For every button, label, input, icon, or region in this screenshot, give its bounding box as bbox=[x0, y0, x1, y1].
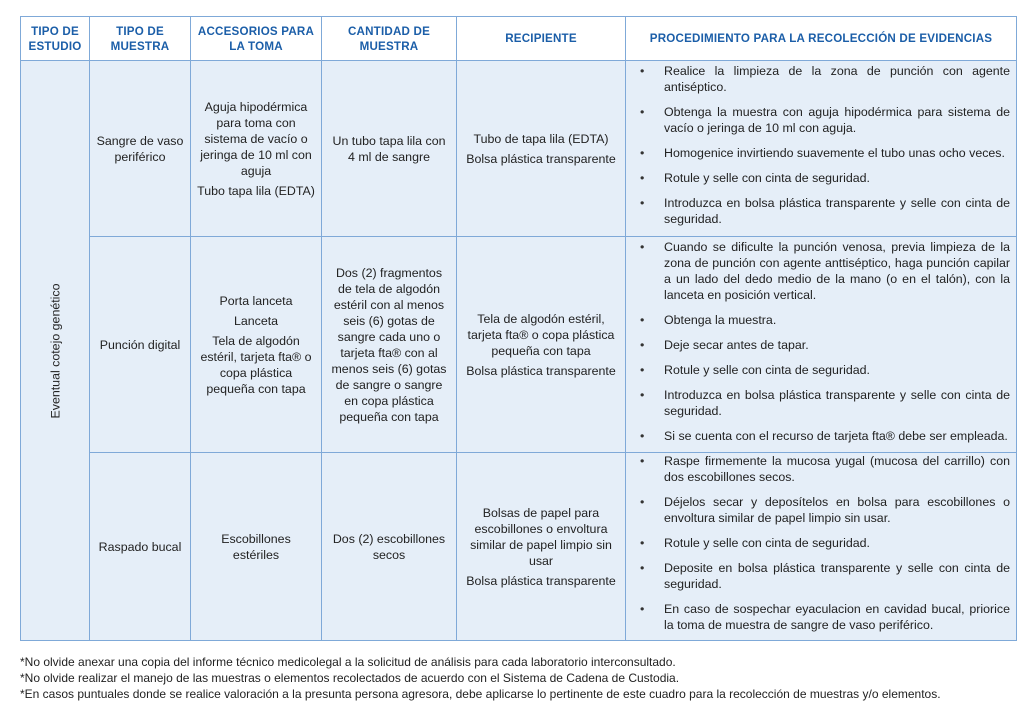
recipiente-item: Tela de algodón estéril, tarjeta fta® o copa plástica pequeña con tapa bbox=[467, 311, 615, 358]
cantidad-cell bbox=[322, 237, 457, 453]
cantidad-item: Dos (2) fragmentos de tela de algodón estéril con al menos seis (6) gotas de sangre cada uno o tarjeta fta® con al menos seis (6) gotas de sangre o sangre en copa plástica pequeña con tapa bbox=[331, 265, 447, 424]
footnote: *En casos puntuales donde se realice valoración a la presunta persona agresora, debe aplicarse lo pertinente de este cuadro para la recolección de muestras y/o elementos. bbox=[20, 687, 941, 701]
list-item: • Rotule y selle con cinta de seguridad. bbox=[632, 535, 1010, 551]
accesorios-cell bbox=[191, 453, 322, 641]
list-item: • Obtenga la muestra. bbox=[632, 312, 1010, 328]
list-item: • Cuando se dificulte la punción venosa, previa limpieza de la zona de punción con agente anttiséptico, haga punción capilar a un lado del dedo medio de la mano (o en el talón), con la lanceta en posición vertical. bbox=[632, 239, 1010, 303]
list-item: • Introduzca en bolsa plástica transparente y selle con cinta de seguridad. bbox=[632, 195, 1010, 227]
procedimiento-cell bbox=[626, 61, 1017, 237]
accesorios-item: Aguja hipodérmica para toma con sistema de vacío o jeringa de 10 ml con aguja bbox=[200, 99, 312, 178]
header-accesorios: ACCESORIOS PARA LA TOMA bbox=[191, 17, 322, 61]
recipiente-cell bbox=[457, 453, 626, 641]
evidence-collection-table bbox=[20, 16, 1017, 641]
list-item: • Si se cuenta con el recurso de tarjeta fta® debe ser empleada. bbox=[632, 428, 1010, 444]
cantidad-item: Un tubo tapa lila con 4 ml de sangre bbox=[332, 133, 446, 164]
recipiente-item: Tubo de tapa lila (EDTA) bbox=[473, 131, 609, 146]
tipo-muestra-cell: Punción digital bbox=[90, 237, 191, 453]
footnote: *No olvide anexar una copia del informe técnico medicolegal a la solicitud de análisis para cada laboratorio interconsultado. bbox=[20, 655, 676, 669]
cantidad-item: Dos (2) escobillones secos bbox=[332, 531, 446, 562]
list-item: • Rotule y selle con cinta de seguridad. bbox=[632, 170, 1010, 186]
list-item: • Obtenga la muestra con aguja hipodérmica para sistema de vacío o jeringa de 10 ml con aguja. bbox=[632, 104, 1010, 136]
procedimiento-list bbox=[632, 453, 1010, 633]
list-item: • Raspe firmemente la mucosa yugal (mucosa del carrillo) con dos escobillones secos. bbox=[632, 453, 1010, 485]
procedimiento-list bbox=[632, 63, 1010, 227]
list-item: • Deje secar antes de tapar. bbox=[632, 337, 1010, 353]
header-recipiente: RECIPIENTE bbox=[457, 17, 626, 61]
list-item: • Déjelos secar y deposítelos en bolsa para escobillones o envoltura similar de papel limpio sin usar. bbox=[632, 494, 1010, 526]
recipiente-cell bbox=[457, 237, 626, 453]
header-cantidad: CANTIDAD DE MUESTRA bbox=[322, 17, 457, 61]
header-tipo-estudio: TIPO DE ESTUDIO bbox=[21, 17, 90, 61]
list-item: • Realice la limpieza de la zona de punción con agente antiséptico. bbox=[632, 63, 1010, 95]
procedimiento-list bbox=[632, 239, 1010, 444]
footnote: *No olvide realizar el manejo de las muestras o elementos recolectados de acuerdo con el Sistema de Cadena de Custodia. bbox=[20, 671, 680, 685]
recipiente-item: Bolsa plástica transparente bbox=[466, 363, 616, 378]
accesorios-cell bbox=[191, 237, 322, 453]
recipiente-cell bbox=[457, 61, 626, 237]
list-item: • Rotule y selle con cinta de seguridad. bbox=[632, 362, 1010, 378]
cantidad-cell bbox=[322, 61, 457, 237]
list-item: • En caso de sospechar eyaculacion en cavidad bucal, priorice la toma de muestra de sangre de vaso periférico. bbox=[632, 601, 1010, 633]
procedimiento-cell bbox=[626, 453, 1017, 641]
accesorios-item: Tela de algodón estéril, tarjeta fta® o copa plástica pequeña con tapa bbox=[200, 333, 312, 396]
list-item: • Deposite en bolsa plástica transparente y selle con cinta de seguridad. bbox=[632, 560, 1010, 592]
recipiente-item: Bolsa plástica transparente bbox=[466, 573, 616, 588]
accesorios-item: Tubo tapa lila (EDTA) bbox=[197, 183, 315, 198]
recipiente-item: Bolsa plástica transparente bbox=[466, 151, 616, 166]
footnotes bbox=[20, 654, 1025, 702]
cantidad-cell bbox=[322, 453, 457, 641]
procedimiento-cell bbox=[626, 237, 1017, 453]
list-item: • Homogenice invirtiendo suavemente el tubo unas ocho veces. bbox=[632, 145, 1010, 161]
table-row bbox=[21, 237, 1017, 453]
accesorios-item: Porta lanceta bbox=[219, 293, 293, 308]
table-row bbox=[21, 61, 1017, 237]
tipo-muestra-cell: Raspado bucal bbox=[90, 453, 191, 641]
accesorios-item: Escobillones estériles bbox=[221, 531, 291, 562]
header-tipo-muestra: TIPO DE MUESTRA bbox=[90, 17, 191, 61]
accesorios-cell bbox=[191, 61, 322, 237]
accesorios-item: Lanceta bbox=[233, 313, 279, 328]
header-row bbox=[21, 17, 1017, 61]
list-item: • Introduzca en bolsa plástica transparente y selle con cinta de seguridad. bbox=[632, 387, 1010, 419]
study-type-cell bbox=[21, 61, 90, 641]
study-type-label: Eventual cotejo genético bbox=[48, 282, 63, 419]
table-row bbox=[21, 453, 1017, 641]
header-procedimiento: PROCEDIMIENTO PARA LA RECOLECCIÓN DE EVIDENCIAS bbox=[626, 17, 1017, 61]
recipiente-item: Bolsas de papel para escobillones o envoltura similar de papel limpio sin usar bbox=[470, 505, 612, 568]
tipo-muestra-cell: Sangre de vaso periférico bbox=[90, 61, 191, 237]
